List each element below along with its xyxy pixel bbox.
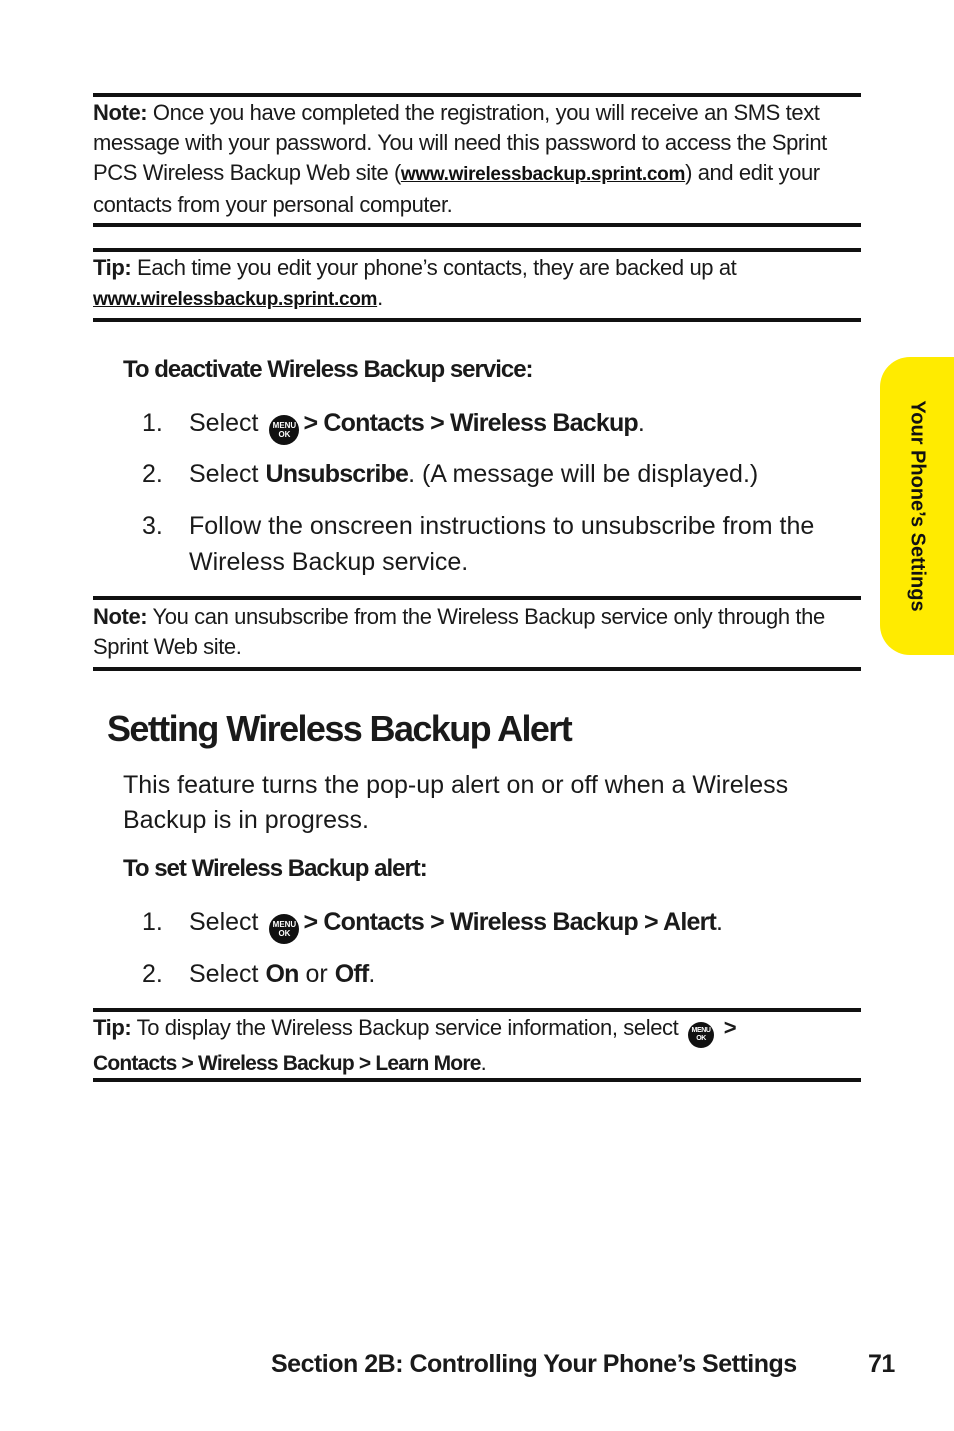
section-intro: This feature turns the pop-up alert on or off when a Wireless Backup is in progress. [123, 771, 789, 834]
menu-key-top: MENU [272, 421, 297, 430]
tip-backup [93, 253, 861, 315]
tip-arrow: > [718, 1015, 737, 1040]
menu-key-bottom: OK [278, 430, 291, 439]
step-end: . [368, 960, 376, 988]
menu-ok-key-icon [269, 914, 299, 944]
set-alert-heading: To set Wireless Backup alert: [123, 855, 427, 882]
step-text [189, 405, 849, 445]
page-number: 71 [868, 1350, 895, 1378]
note-registration [93, 98, 861, 220]
unsubscribe-option: Unsubscribe [265, 460, 409, 488]
menu-key-bottom: OK [278, 929, 291, 938]
rule-top-note2 [93, 596, 861, 600]
tip-end: . [480, 1050, 487, 1075]
step-end: . [716, 908, 723, 936]
step-pre: Select [189, 960, 266, 988]
off-option: Off [334, 960, 369, 988]
side-tab-label: Your Phone’s Settings [906, 400, 929, 612]
step-post: . (A message will be displayed.) [408, 460, 759, 488]
section-title: Setting Wireless Backup Alert [107, 708, 572, 749]
tip-end: . [377, 285, 383, 310]
note-text-end: ) and edit your contacts from your personal computer. [93, 160, 820, 217]
on-option: On [265, 960, 299, 988]
step-number: 3. [142, 512, 163, 540]
step-text [189, 956, 849, 992]
step-or: or [298, 960, 335, 988]
rule-bottom-tip1 [93, 318, 861, 322]
step-number: 2. [142, 460, 163, 488]
deactivate-heading: To deactivate Wireless Backup service: [123, 356, 533, 383]
step-number: 1. [142, 409, 163, 437]
note-label: Note: [93, 100, 148, 125]
rule-top-tip2 [93, 1008, 861, 1012]
note-text: Once you have completed the registration, you will receive an SMS text message with your password. You will need this password to access the Sprint PCS Wireless Backup Web site ( [93, 100, 827, 185]
note-text: You can unsubscribe from the Wireless Backup service only through the Sprint Web site. [93, 604, 825, 659]
wireless-backup-link[interactable]: www.wirelessbackup.sprint.com [93, 289, 378, 310]
menu-key-bottom: OK [696, 1035, 706, 1042]
menu-key-top: MENU [691, 1027, 711, 1034]
wireless-backup-link[interactable]: www.wirelessbackup.sprint.com [400, 164, 686, 185]
menu-ok-key-icon [688, 1022, 714, 1048]
menu-ok-key-icon [269, 415, 299, 445]
menu-path: > Contacts > Wireless Backup > Alert [303, 908, 717, 936]
step-pre: Select [189, 908, 266, 936]
tip-learn-more [93, 1013, 861, 1079]
tip-text: Each time you edit your phone’s contacts, they are backed up at [131, 255, 737, 280]
rule-bottom-note1 [93, 223, 861, 227]
note-label: Note: [93, 604, 148, 629]
side-tab [880, 357, 954, 655]
step-number: 1. [142, 908, 163, 936]
step-text: Follow the onscreen instructions to unsubscribe from the Wireless Backup service. [189, 512, 815, 576]
menu-path: Contacts > Wireless Backup > Learn More [93, 1052, 481, 1075]
step-end: . [637, 409, 645, 437]
step-pre: Select [189, 409, 266, 437]
rule-bottom-note2 [93, 667, 861, 671]
step-text [189, 456, 849, 492]
rule-top-tip1 [93, 248, 861, 252]
menu-key-top: MENU [272, 920, 297, 929]
footer-section: Section 2B: Controlling Your Phone’s Settings [271, 1350, 797, 1378]
tip-label: Tip: [93, 1015, 132, 1040]
tip-text: To display the Wireless Backup service information, select [131, 1015, 685, 1040]
rule-bottom-tip2 [93, 1078, 861, 1082]
step-number: 2. [142, 960, 163, 988]
note-unsubscribe [93, 602, 861, 662]
step-pre: Select [189, 460, 266, 488]
rule-top-note1 [93, 93, 861, 97]
step-text [189, 904, 849, 944]
menu-path: > Contacts > Wireless Backup [303, 409, 638, 437]
tip-label: Tip: [93, 255, 132, 280]
